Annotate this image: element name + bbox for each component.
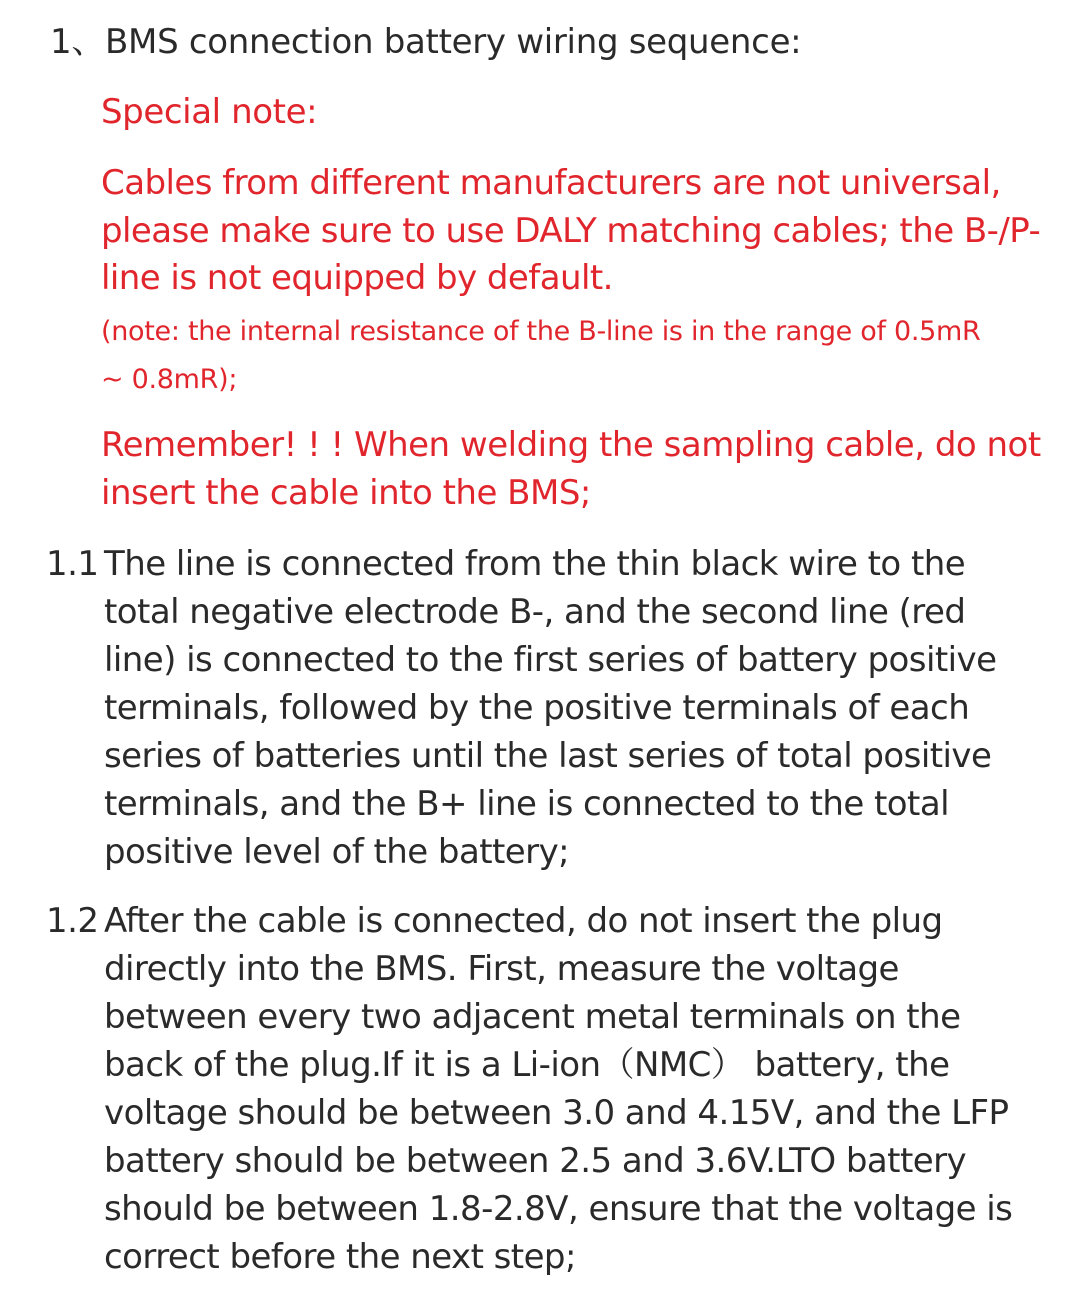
list-item-number: 1.2 [46,901,99,941]
list-item-number: 1.1 [46,544,99,584]
list-item-text: The line is connected from the thin black wire to the total negative electrode B-, and the second line (red line) is connected to the first series of battery positive terminals, followed by the positive terminals of each series of batteries until the last series of total positive terminals, and the B+ line is connected to the total positive level of the battery; [104,544,997,872]
list-item-1-1 [46,540,1046,876]
section-heading: 1、BMS connection battery wiring sequence: [50,22,802,62]
remember-warning: Remember! ! ! When welding the sampling cable, do not insert the cable into the BMS; [101,425,1041,513]
special-note-label: Special note: [101,92,318,132]
resistance-note: (note: the internal resistance of the B-line is in the range of 0.5mR ~ 0.8mR); [101,316,981,395]
special-note-text: Cables from different manufacturers are not universal, please make sure to use DALY matching cables; the B-/P-line is not equipped by default. [101,163,1041,298]
list-item-1-2 [46,897,1046,1281]
list-item-text: After the cable is connected, do not insert the plug directly into the BMS. First, measure the voltage between every two adjacent metal terminals on the back of the plug.If it is a Li-ion（NMC） battery, the voltage should be between 3.0 and 4.15V, and the LFP battery should be between 2.5 and 3.6V.LTO battery should be between 1.8-2.8V, ensure that the voltage is correct before the next step; [104,901,1013,1277]
